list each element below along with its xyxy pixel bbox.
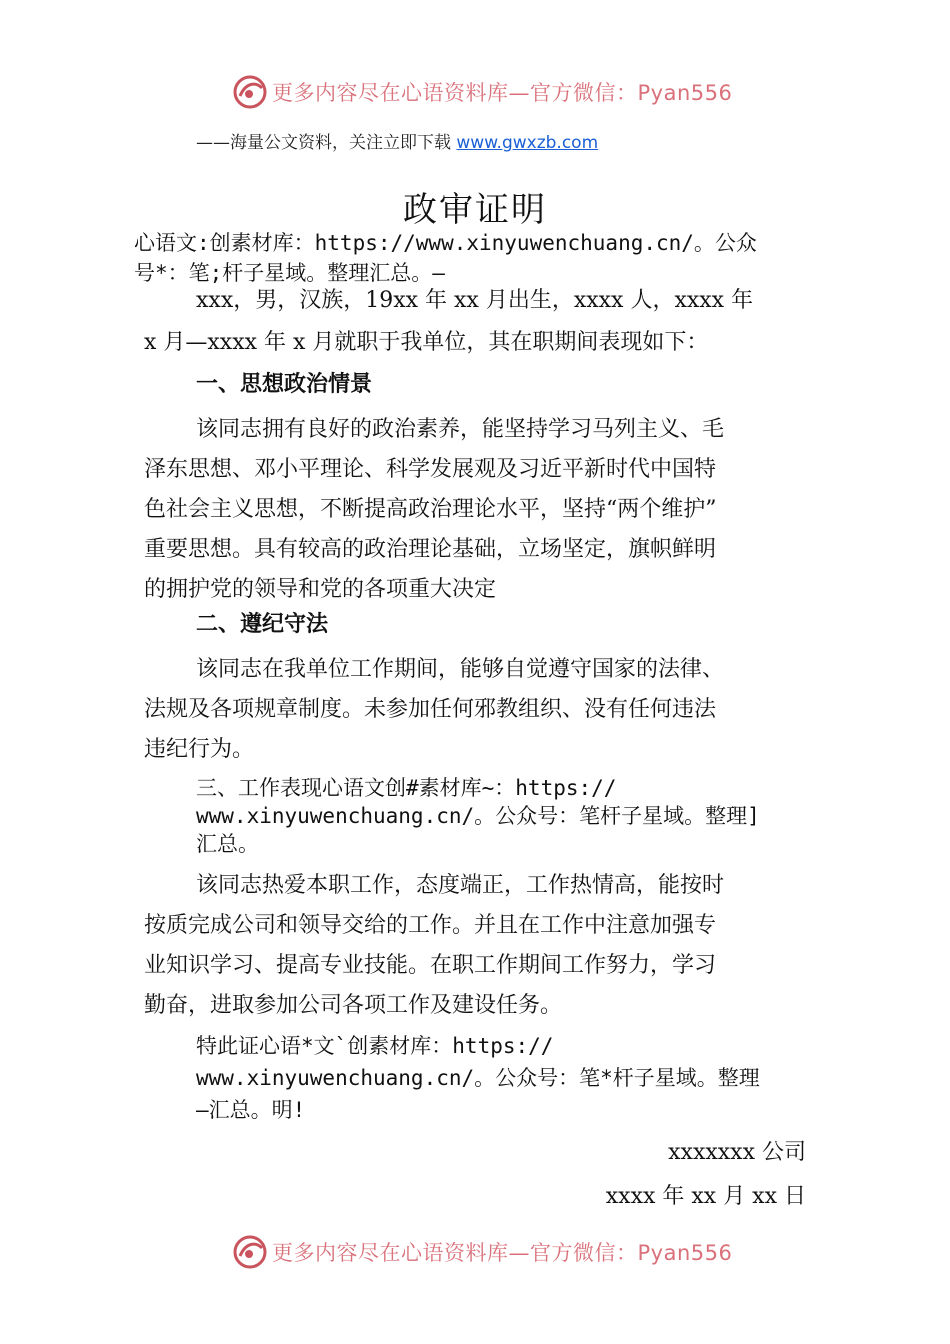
tagline-prefix: ——海量公文资料，关注立即下载 xyxy=(196,133,457,153)
page-title: 政审证明 xyxy=(403,190,547,230)
text-line: 按质完成公司和领导交给的工作。并且在工作中注意加强专 xyxy=(144,913,717,938)
intro-line-1: xxx，男，汉族，19xx 年 xx 月出生，xxxx 人，xxxx 年 xyxy=(196,288,754,313)
website-link[interactable]: www.gwxzb.com xyxy=(456,133,599,153)
text-line: 该同志拥有良好的政治素养，能坚持学习马列主义、毛 xyxy=(196,417,725,442)
signature-company: xxxxxxx 公司 xyxy=(668,1140,806,1165)
closing-paragraph xyxy=(196,1030,760,1126)
text-line: www.xinyuwenchuang.cn/。公众号：笔*杆子星域。整理 xyxy=(196,1066,760,1090)
section2-body xyxy=(144,650,724,770)
text-line: 心语文:创素材库：https://www.xinyuwenchuang.cn/。公众 xyxy=(134,231,757,255)
section1-body xyxy=(144,410,724,610)
section3-body xyxy=(144,866,724,1026)
text-line: 特此证心语*文`创素材库：https:// xyxy=(196,1034,554,1058)
text-line: —汇总。明! xyxy=(196,1098,306,1122)
banner-text: 更多内容尽在心语资料库—官方微信：Pyan556 xyxy=(272,81,733,105)
text-line: 违纪行为。 xyxy=(144,737,255,762)
banner-text: 更多内容尽在心语资料库—官方微信：Pyan556 xyxy=(272,1241,733,1265)
red-circle-logo-icon xyxy=(232,74,268,110)
text-line: 的拥护党的领导和党的各项重大决定 xyxy=(144,577,497,602)
footer-banner xyxy=(232,1232,732,1272)
text-line: 该同志在我单位工作期间，能够自觉遵守国家的法律、 xyxy=(196,657,725,682)
text-line: 泽东思想、邓小平理论、科学发展观及习近平新时代中国特 xyxy=(144,457,717,482)
text-line: 号*：笔;杆子星域。整理汇总。— xyxy=(134,261,445,285)
text-line: 色社会主义思想，不断提高政治理论水平，坚持“两个维护” xyxy=(144,497,717,522)
header-banner xyxy=(232,72,732,112)
text-line: 重要思想。具有较高的政治理论基础，立场坚定，旗帜鲜明 xyxy=(144,537,717,562)
text-line: 勤奋，进取参加公司各项工作及建设任务。 xyxy=(144,993,563,1018)
text-line: 该同志热爱本职工作，态度端正，工作热情高，能按时 xyxy=(196,873,725,898)
text-line: 业知识学习、提高专业技能。在职工作期间工作努力，学习 xyxy=(144,953,717,978)
section2-heading: 二、遵纪守法 xyxy=(196,612,329,637)
intro-line-2: x 月—xxxx 年 x 月就职于我单位，其在职期间表现如下： xyxy=(144,330,709,355)
text-line: 汇总。 xyxy=(196,832,259,856)
section1-heading: 一、思想政治情景 xyxy=(196,372,373,397)
red-circle-logo-icon xyxy=(232,1234,268,1270)
text-line: www.xinyuwenchuang.cn/。公众号：笔杆子星域。整理] xyxy=(196,804,760,828)
text-line: 三、工作表现心语文创#素材库~：https:// xyxy=(196,776,617,800)
tagline xyxy=(196,128,598,153)
text-line: 法规及各项规章制度。未参加任何邪教组织、没有任何违法 xyxy=(144,697,717,722)
signature-date: xxxx 年 xx 月 xx 日 xyxy=(605,1184,806,1209)
section3-heading xyxy=(196,774,760,858)
watermark-paragraph-1 xyxy=(134,228,757,288)
